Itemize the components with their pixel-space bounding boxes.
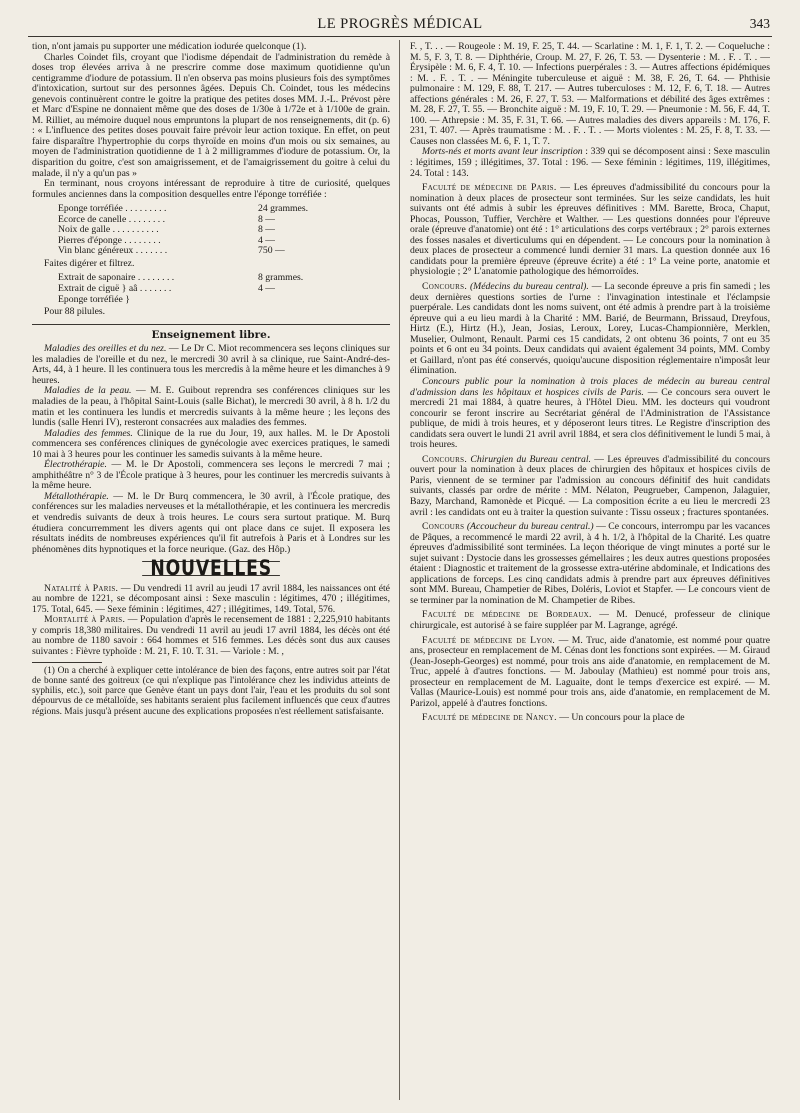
column-divider	[399, 40, 400, 1100]
recipe-row: Vin blanc généreux . . . . . . . 750 —	[58, 245, 285, 257]
recipe-row: Extrait de saponaire . . . . . . . . 8 grammes.	[58, 272, 304, 284]
recipe-row: Extrait de ciguë } aâ . . . . . . . 4 —	[58, 283, 275, 295]
paragraph: Concours (Accoucheur du bureau central.) — Ce concours, interrompu par les vacances de Pâques, a recommencé le mardi 22 avril, à 4 h. 1/2, à l'hôpital de la Charité. Les quatre épreuves d'admissibilité sont terminées. La leçon théorique de vingt minutes a porté sur le sujet suivant : Dystocie dans les grossesses gémellaires ; les deux autres questions proposées étaient : Diagnostic et traitement de la grossesse extra-utérine abdominale, et Indications des applications de forceps. Les cinq candidats admis à prendre part aux épreuves définitives sont MM. Bureau, Champetier de Ribes, Doléris, Loviot et Stapfer. — Le concours vient de se terminer par la nomination de M. Champetier de Ribes.	[410, 521, 770, 606]
paragraph: Maladies des oreilles et du nez. — Le Dr C. Miot recommencera ses leçons cliniques sur les maladies de l'oreille et du nez, le mercredi 30 avril à sa clinique, rue Saint-André-des-Arts, 44, à 1 heure. Il les continuera tous les mercredis à la même heure et les dimanches à 9 heures.	[32, 343, 391, 386]
recipe-row: Écorce de canelle . . . . . . . . 8 —	[58, 213, 275, 225]
paragraph: Concours public pour la nomination à trois places de médecin au bureau central d'admission dans les hôpitaux et hospices civils de Paris. — Ce concours sera ouvert le mercredi 21 mai 1884, à quatre heures, à l'Hôtel Dieu. MM. les docteurs qui voudront concourir se feront inscrire au Secrétariat général de l'Administration de l'Assistance publique, de midi à trois heures, et y déposeront leurs titres. Le Registre d'inscription des candidats sera ouvert le lundi 21 avril avril 1884, et sera clos définitivement le lundi 5 mai, à trois heures.	[410, 375, 770, 451]
paragraph: tion, n'ont jamais pu supporter une médication iodurée quelconque (1).	[32, 41, 307, 52]
footnote-rule	[32, 662, 102, 663]
right-column	[410, 42, 770, 724]
paragraph: Maladies de la peau. — M. E. Guibout reprendra ses conférences cliniques sur les maladies de la peau, à l'hôpital Saint-Louis (salle Bichat), le mercredi 30 avril, à 8 h. 1/2 du matin et les continuera les lundis et mercredis suivants à la même heure ; les leçons des lundis (salle Henri IV), resteront consacrées aux maladies des femmes.	[32, 385, 390, 429]
paragraph: Maladies des femmes. Clinique de la rue du Jour, 19, aux halles. M. le Dr Apostoli commencera ses conférences cliniques de gynécologie avec exercices pratiques, le samedi 10 mai à 3 heures pour les continuer les samedis suivants à la même heure.	[32, 427, 390, 460]
journal-title: LE PROGRÈS MÉDICAL	[317, 16, 483, 32]
paragraph: F. , T. . . — Rougeole : M. 19, F. 25, T. 44. — Scarlatine : M. 1, F. 1, T. 2. — Coqueluche : M. 5, F. 3, T. 8. — Diphthérie, Croup. M. 27, F. 26, T. 53. — Dysenterie : M. . F. . T. . — Érysipèle : M. 6, F. 4, T. 10. — Infections puerpérales : 3. — Autres affections épidémiques : M. . F. . T. . — Méningite tuberculeuse et aiguë : M. 38, F. 26, T. 64. — Phthisie pulmonaire : M. 129, F. 88, T. 217. — Autres tuberculoses : M. 12, F. 6, T. 18. — Autres affections générales : M. 26, F. 27, T. 53. — Malformations et débilité des âges extrêmes : M. 28, F. 27, T. 55. — Bronchite aiguë : M. 19, F. 10, T. 29. — Pneumonie : M. 56, F. 44, T. 100. — Athrepsie : M. 35, F. 31, T. 66. — Autres maladies des divers appareils : M. 176, F. 231, T. 407. — Après traumatisme : M. . F. . T. . — Morts violentes : M. 25, F. 8, T. 33. — Causes non classées M. 6, F. 1, T. 7.	[410, 41, 770, 147]
paragraph: Concours. (Médecins du bureau central). — La seconde épreuve a pris fin samedi ; les deux dernières questions sorties de l'urne : l'invagination intestinale et l'éclampsie puerpérale. Les candidats dont les noms suivent, ont été admis à prendre part à la troisième épreuve qui a eu lieu mardi à la Charité : MM. Barié, de Beurmann, Brissaud, Dreyfous, Hirtz (E.), Hirtz (H.), Jean, Josias, Leroux, Lorey, Lucas-Championnière, Merklen, Muselier, Oulmont, Renault. Parmi ces 15 candidats, 2 ont obtenu 36 points, 7 ont eu 35 points et 6 ont eu 34 points. Deux candidats qui avaient également 34 points, MM. Comby et Gaillard, n'ont pas été conservés, quoiqu'aucune disposition réglementaire n'imposât leur élimination.	[410, 281, 771, 377]
recipe-row: Pierres d'éponge . . . . . . . . 4 —	[58, 234, 275, 246]
paragraph: En terminant, nous croyons intéressant de reproduire à titre de curiosité, quelques formules anciennes dans la composition desquelles entre l'éponge torréfiée :	[32, 178, 390, 200]
paragraph: Natalité à Paris. — Du vendredi 11 avril au jeudi 17 avril 1884, les naissances ont été au nombre de 1221, se décomposant ainsi : Sexe masculin : légitimes, 470 ; illégitimes, 175. Total, 645. — Sexe féminin : légitimes, 427 ; illégitimes, 149. Total, 576.	[32, 582, 390, 615]
page-header	[28, 14, 772, 37]
paragraph: Mortalité à Paris. — Population d'après le recensement de 1881 : 2,225,910 habitants y compris 18,380 militaires. Du vendredi 11 avril au jeudi 17 avril 1884, les décès ont été au nombre de 1180 savoir : 664 hommes et 516 femmes. Les décès sont dus aux causes suivantes : Fièvre typhoïde : M. 21, F. 10. T. 31. — Variole : M. ,	[32, 614, 390, 657]
paragraph: Morts-nés et morts avant leur inscription : 339 qui se décomposent ainsi : Sexe masculin : légitimes, 159 ; illégitimes, 37. Total : 196. — Sexe féminin : légitimes, 119, illégitimes, 24. Total : 143.	[410, 146, 770, 179]
recipe-row: Éponge torréfiée }	[58, 294, 130, 305]
footnote: (1) On a cherché à expliquer cette intolérance de bien des façons, entre autres soit par l'état de bonne santé des goitreux (ce qui n'explique pas l'intolérance chez les individus atteints de syphilis, etc.), soit parce que Genève étant un pays dont l'air, l'eau et les produits du sol sont dépourvus de ce métalloïde, ses habitants seraient plus facilement influencés que ceux d'autres régions. Mais jusqu'à présent aucune des explications proposées n'est réellement satisfaisante.	[32, 665, 390, 717]
paragraph: Faculté de médecine de Nancy. — Un concours pour la place de	[422, 712, 685, 724]
paragraph: Faculté de médecine de Paris. — Les épreuves d'admissibilité du concours pour la nomination à deux places de prosecteur sont terminées. Sur les seize candidats, les huit suivants ont été admis à subir les épreuves définitives : MM. Barette, Broca, Chaput, Phocas, Pousson, Tuffier, Verchère et Walther. — Les questions données pour l'épreuve orale (épreuve d'anatomie) ont été : 1° articulations des corps vertébraux ; 2° parois externes des fosses nasales et diverticulums qui en dépendent. — Le concours pour la nomination à deux places de prosecteur a commencé lundi dernier 31 mars. La question donnée aux 16 candidats pour la première épreuve (épreuve écrite) a été : 1° La veine porte, anatomie et physiologie ; 2° L'anatomie pathologique des hémorroïdes.	[410, 182, 771, 278]
recipe-row: Noix de galle . . . . . . . . . . 8 —	[58, 224, 275, 236]
recipe-row: Éponge torréfiée . . . . . . . . . 24 grammes.	[58, 203, 309, 215]
section-banner: NOUVELLES	[32, 561, 390, 579]
section-heading: Enseignement libre.	[32, 324, 390, 341]
paragraph: Charles Coindet fils, croyant que l'iodisme dépendait de l'administration du remède à doses trop élevées arriva à ne prescrire comme dose maximum quotidienne qu'un centigramme d'iodure de potassium. Il n'en observa pas moins plusieurs fois des symptômes d'intoxication, surtout sur des personnes âgées. Depuis Ch. Coindet, tous les médecins genevois continuèrent contre le goitre la pratique des petites doses MM. J.-L. Prévost père et Marc d'Espine ne donnaient même que des doses de 1/30e à 1/72e et à 1/100e de grain. M. Rilliet, au mémoire duquel nous empruntons la plupart de nos renseignements, dit (p. 6) : « L'influence des petites doses pouvait faire prévoir leur action toxique. En effet, on peut faire disparaître l'hypertrophie du corps thyroïde en moins d'un mois ou six semaines, au moyen de l'administration quotidienne de 1 à 2 milligrammes d'iodure de potassium. Or, la disparition du goitre, c'est son amaigrissement, et de l'amaigrissement du goitre à celui du malade, il n'y a qu'un pas »	[32, 51, 390, 179]
paragraph: Faites digérer et filtrez.	[44, 257, 135, 269]
paragraph: Concours. Chirurgien du Bureau central. — Les épreuves d'admissibilité du concours ouvert pour la nomination à deux places de chirurgien des hôpitaux et hospices civils de Paris, viennent de se terminer par l'admission au concours définitif des huit candidats suivants, classés par ordre de mérite : MM. Nélaton, Peugrueber, Campenon, Jalaguier, Bazy, Marchand, Ramonède et Picqué. — La composition écrite a eu lieu le mercredi 23 avril : les candidats ont eu à traiter la question suivante : Tissu osseux ; fractures spontanées.	[410, 453, 770, 518]
recipe-list	[58, 204, 390, 257]
recipe-list	[58, 273, 390, 305]
paragraph: Pour 88 pilules.	[44, 306, 106, 318]
page-number: 343	[749, 16, 770, 31]
paragraph: Métallothérapie. — M. le Dr Burq commencera, le 30 avril, à l'École pratique, des conférences sur les maladies nerveuses et la métallothérapie, et les continuera les mercredis et vendredis suivants de deux à trois heures. Le cours sera surtout pratique. M. Burq étudiera concurremment les divers agents qui ont place dans ce sujet. Il exposera les résultats inédits de nombreuses expériences qu'il fit autrefois à Paris et à Londres sur les phénomènes dits hypnotiques et la force neurique. (Gaz. des Hôp.)	[32, 490, 390, 555]
paragraph: Faculté de médecine de Bordeaux. — M. Denucé, professeur de clinique chirurgicale, est autorisé à se faire suppléer par M. Lagrange, agrégé.	[410, 609, 770, 631]
paragraph: Faculté de médecine de Lyon. — M. Truc, aide d'anatomie, est nommé pour quatre ans, prosecteur en remplacement de M. Cénas dont les fonctions sont expirées. — M. Giraud (Jean-Joseph-Georges) est nommé, pour trois ans aide d'anatomie, en remplacement de M. Truc, appelé à d'autres fonctions. — M. Jaboulay (Mathieu) est nommé pour trois ans, prosecteur en remplacement de M. Laguaite, dont le temps d'exercice est expiré. — M. Vallas (Maurice-Louis) est nommé pour trois ans, aide d'anatomie, en remplacement de M. Parizol, appelé à d'autres fonctions.	[410, 634, 770, 709]
paragraph: Électrothérapie. — M. le Dr Apostoli, commencera ses leçons le mercredi 7 mai ; amphithéâtre n° 3 de l'École pratique à 3 heures, pour les continuer les mercredis suivants à la même heure.	[32, 459, 390, 492]
left-column	[32, 42, 390, 717]
